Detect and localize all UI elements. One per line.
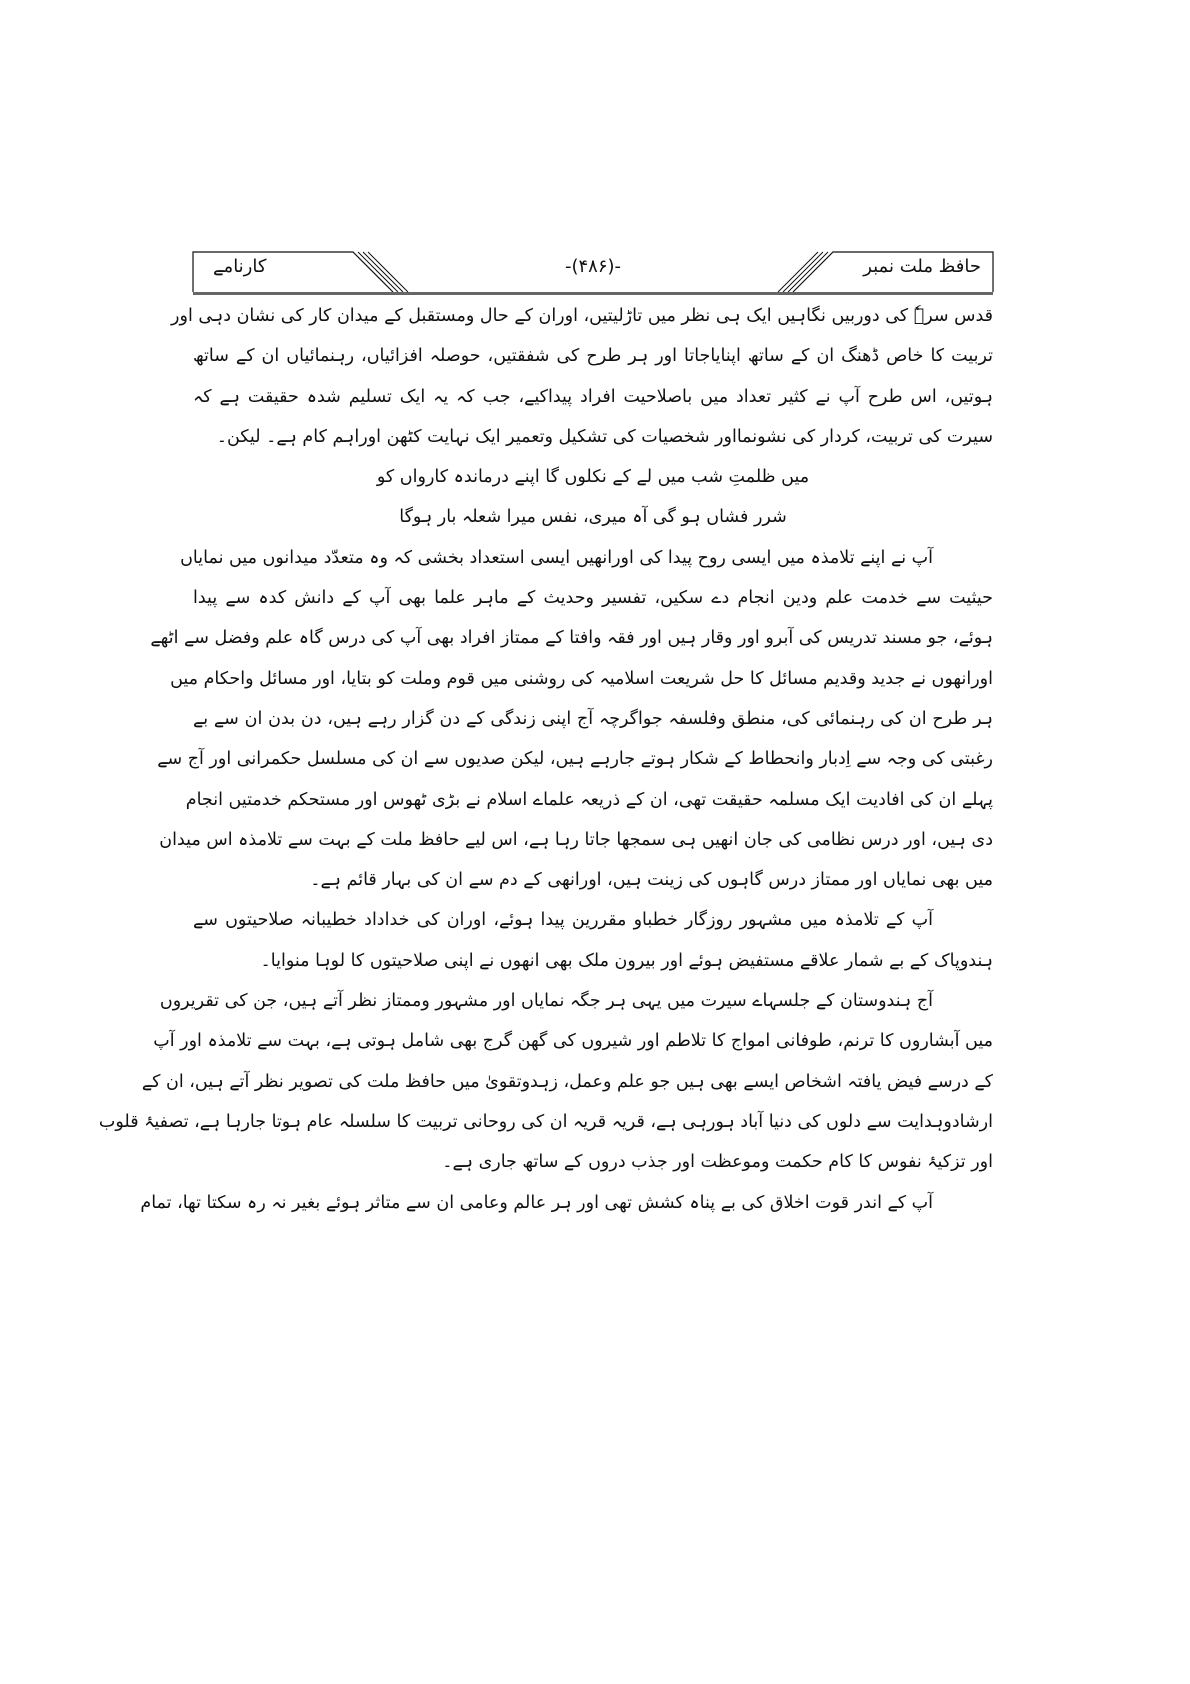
text-line: اور تزکیۂ نفوس کا کام حکمت وموعظت اور جذب دروں کے ساتھ جاری ہے۔	[442, 1152, 993, 1173]
verse-line: شرر فشاں ہو گی آہ میری، نفس میرا شعلہ بار ہوگا	[399, 507, 787, 528]
text-line: تربیت کا خاص ڈھنگ ان کے ساتھ اپنایاجاتا اور ہر طرح کی شفقتیں، حوصلہ افزائیاں، رہنمائیاں ان کے ساتھ	[193, 346, 993, 367]
text-line: کے درسے فیض یافتہ اشخاص ایسے بھی ہیں جو علم وعمل، زہدوتقویٰ میں حافظ ملت کی تصویر نظر آتے ہیں، ان کے	[141, 1071, 993, 1092]
text-line: ہر طرح ان کی رہنمائی کی، منطق وفلسفہ جواگرچہ آج اپنی زندگی کے دن گزار رہے ہیں، دن بدن ان سے بے	[193, 708, 993, 729]
header-section-title: کارنامے	[213, 256, 267, 277]
text-line: رغبتی کی وجہ سے اِدبار وانحطاط کے شکار ہوتے جارہے ہیں، لیکن صدیوں سے ان کی مسلسل حکمرانی اور آج سے	[157, 749, 993, 770]
text-line: سیرت کی تربیت، کردار کی نشونمااور شخصیات کی تشکیل وتعمیر ایک نہایت کٹھن اوراہم کام ہے۔ لیکن۔	[216, 426, 993, 447]
text-line: قدس سرہٗ کی دوربیں نگاہیں ایک ہی نظر میں تاڑلیتیں، اوران کے حال ومستقبل کے میدان کار کی نشان دہی اور	[171, 306, 993, 326]
text-line: ہوتیں، اس طرح آپ نے کثیر تعداد میں باصلاحیت افراد پیداکیے، جب کہ یہ ایک تسلیم شدہ حقیقت ہے کہ	[193, 386, 993, 407]
text-line: دی ہیں، اور درس نظامی کی جان انھیں ہی سمجھا جاتا رہا ہے، اس لیے حافظ ملت کے بہت سے تلامذہ اس میدان	[159, 829, 993, 850]
page-number: -(۴۸۶)-	[564, 256, 622, 277]
text-line: آپ کے اندر قوت اخلاق کی بے پناہ کشش تھی اور ہر عالم وعامی ان سے متاثر ہوئے بغیر نہ رہ سکتا تھا، تمام	[140, 1192, 933, 1213]
text-line: ارشادوہدایت سے دلوں کی دنیا آباد ہورہی ہے، قریہ قریہ ان کی روحانی تربیت کا سلسلہ عام ہوتا جارہا ہے، تصفیۂ قلوب	[98, 1111, 993, 1132]
header-rule	[193, 292, 993, 295]
body-text	[98, 296, 993, 1223]
text-line: حیثیت سے خدمت علم ودین انجام دے سکیں، تفسیر وحدیث کے ماہر علما بھی آپ کے دانش کدہ سے پیدا	[193, 588, 993, 609]
text-line: آج ہندوستان کے جلسہاے سیرت میں یہی ہر جگہ نمایاں اور مشہور وممتاز نظر آتے ہیں، جن کی تقریروں	[159, 991, 933, 1012]
text-line: میں آبشاروں کا ترنم، طوفانی امواج کا تلاطم اور شیروں کی گھن گرج بھی شامل ہوتی ہے، بہت سے تلامذہ اور آپ	[153, 1031, 993, 1052]
page-header	[193, 250, 993, 292]
text-line: ہوئے، جو مسند تدریس کی آبرو اور وقار ہیں اور فقہ وافتا کے ممتاز افراد بھی آپ کی درس گاہ علم وفضل سے اٹھے	[150, 628, 993, 649]
text-line: پہلے ان کی افادیت ایک مسلمہ حقیقت تھی، ان کے ذریعہ علماے اسلام نے بڑی ٹھوس اور مستحکم خدمتیں انجام	[185, 789, 993, 810]
text-line: اورانھوں نے جدید وقدیم مسائل کا حل شریعت اسلامیہ کی روشنی میں قوم وملت کو بتایا، اور مسائل واحکام میں	[170, 668, 993, 689]
text-line: آپ نے اپنے تلامذہ میں ایسی روح پیدا کی اورانھیں ایسی استعداد بخشی کہ وہ متعدّد میدانوں میں نمایاں	[180, 547, 933, 568]
verse-line: میں ظلمتِ شب میں لے کے نکلوں گا اپنے درماندہ کارواں کو	[376, 467, 810, 488]
text-line: میں بھی نمایاں اور ممتاز درس گاہوں کی زینت ہیں، اورانھی کے دم سے ان کی بہار قائم ہے۔	[310, 870, 993, 891]
header-publication-title: حافظ ملت نمبر	[863, 256, 981, 277]
text-line: ہندوپاک کے بے شمار علاقے مستفیض ہوئے اور بیرون ملک بھی انھوں نے اپنی صلاحیتوں کا لوہا منوایا۔	[260, 950, 993, 971]
text-line: آپ کے تلامذہ میں مشہور روزگار خطباو مقررین پیدا ہوئے، اوران کی خداداد خطیبانہ صلاحیتوں سے	[193, 910, 933, 931]
